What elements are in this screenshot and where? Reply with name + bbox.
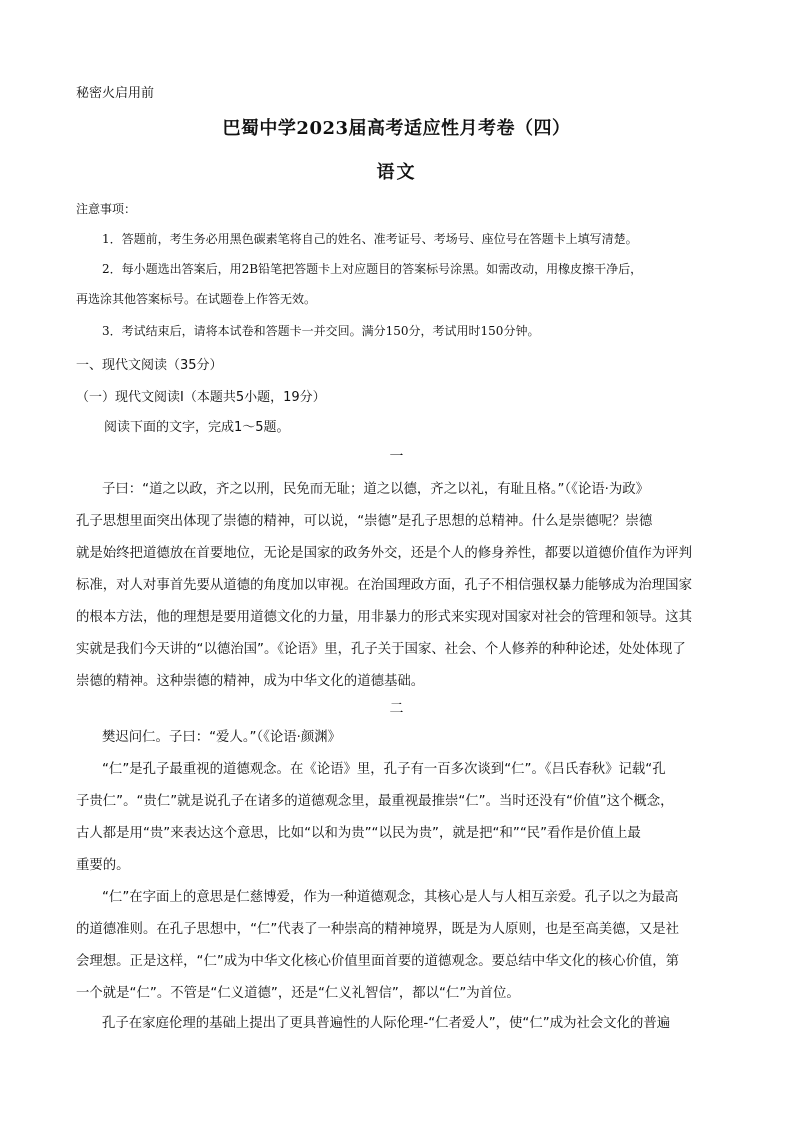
paragraph-line: 樊迟问仁。子曰：“爱人。”（《论语·颜渊》 <box>102 730 342 745</box>
note-line: 再选涂其他答案标号。在试题卷上作答无效。 <box>76 292 317 306</box>
paragraph-line: 子曰：“道之以政，齐之以刑，民免而无耻；道之以德，齐之以礼，有耻且格。”（《论语·为政》 <box>102 482 650 497</box>
paragraph-2 <box>76 754 721 882</box>
paragraph-4 <box>76 1008 721 1040</box>
section-heading: 一、现代文阅读（35分） <box>76 358 223 373</box>
paragraph-line: “仁”是孔子最重视的道德观念。在《论语》里，孔子有一百多次谈到“仁”。《吕氏春秋》记载“孔 <box>102 762 666 777</box>
paragraph-1 <box>76 506 721 698</box>
paragraph-line: 孔子在家庭伦理的基础上提出了更具普遍性的人际伦理-“仁者爱人”，使“仁”成为社会文化的普遍 <box>102 1016 671 1031</box>
note-line: 2．每小题选出答案后，用2B铅笔把答题卡上对应题目的答案标号涂黑。如需改动，用橡皮擦干净后， <box>102 262 643 276</box>
note-item-3 <box>76 316 721 346</box>
paragraph-line: 一个就是“仁”。不管是“仁义道德”，还是“仁义礼智信”，都以“仁”为首位。 <box>76 986 520 1001</box>
paragraph-line: 子贵仁”。“贵仁”就是说孔子在诸多的道德观念里，最重视最推崇“仁”。当时还没有“价值”这个概念， <box>76 794 674 809</box>
paragraph-line: “仁”在字面上的意思是仁慈博爱，作为一种道德观念，其核心是人与人相互亲爱。孔子以之为最高 <box>102 890 679 905</box>
paragraph-line: 的根本方法，他的理想是要用道德文化的力量，用非暴力的形式来实现对国家对社会的管理和领导。这其 <box>76 610 692 625</box>
paragraph-line: 实就是我们今天讲的“以德治国”。《论语》里，孔子关于国家、社会、个人修养的种种论述，处处体现了 <box>76 642 686 657</box>
note-line: 1．答题前，考生务必用黑色碳素笔将自己的姓名、准考证号、考场号、座位号在答题卡上填写清楚。 <box>102 232 638 246</box>
paragraph-line: 重要的。 <box>76 858 130 873</box>
notes-heading: 注意事项： <box>76 202 137 216</box>
exam-title: 巴蜀中学2023届高考适应性月考卷（四） <box>222 118 571 139</box>
note-item-2 <box>76 254 721 314</box>
note-line: 3．考试结束后，请将本试卷和答题卡一并交回。满分150分，考试用时150分钟。 <box>102 324 540 338</box>
quote-paragraph <box>76 474 721 506</box>
confidential-label: 秘密火启用前 <box>76 86 155 101</box>
quote-paragraph <box>76 722 721 754</box>
paragraph-line: 的道德准则。在孔子思想中，“仁”代表了一种崇高的精神境界，既是为人原则，也是至高美德，又是社 <box>76 922 680 937</box>
article-part-marker: 二 <box>389 701 404 717</box>
paragraph-line: 标准，对人对事首先要从道德的角度加以审视。在治国理政方面，孔子不相信强权暴力能够成为治理国家 <box>76 578 692 593</box>
subject-title: 语文 <box>376 162 417 183</box>
reading-instruction: 阅读下面的文字，完成1～5题。 <box>104 420 290 435</box>
paragraph-line: 古人都是用“贵”来表达这个意思，比如“以和为贵”“以民为贵”，就是把“和”“民”看作是价值上最 <box>76 826 641 841</box>
note-item-1 <box>76 224 721 254</box>
paragraph-line: 崇德的精神。这种崇德的精神，成为中华文化的道德基础。 <box>76 674 425 689</box>
paragraph-3 <box>76 882 721 1010</box>
subsection-heading: （一）现代文阅读I（本题共5小题，19分） <box>76 390 326 405</box>
paragraph-line: 就是始终把道德放在首要地位，无论是国家的政务外交，还是个人的修身养性，都要以道德价值作为评判 <box>76 546 692 561</box>
article-part-marker: 一 <box>389 449 404 465</box>
paragraph-line: 会理想。正是这样，“仁”成为中华文化核心价值里面首要的道德观念。要总结中华文化的核心价值，第 <box>76 954 680 969</box>
paragraph-line: 孔子思想里面突出体现了崇德的精神，可以说，“崇德”是孔子思想的总精神。什么是崇德呢？崇德 <box>76 514 653 529</box>
